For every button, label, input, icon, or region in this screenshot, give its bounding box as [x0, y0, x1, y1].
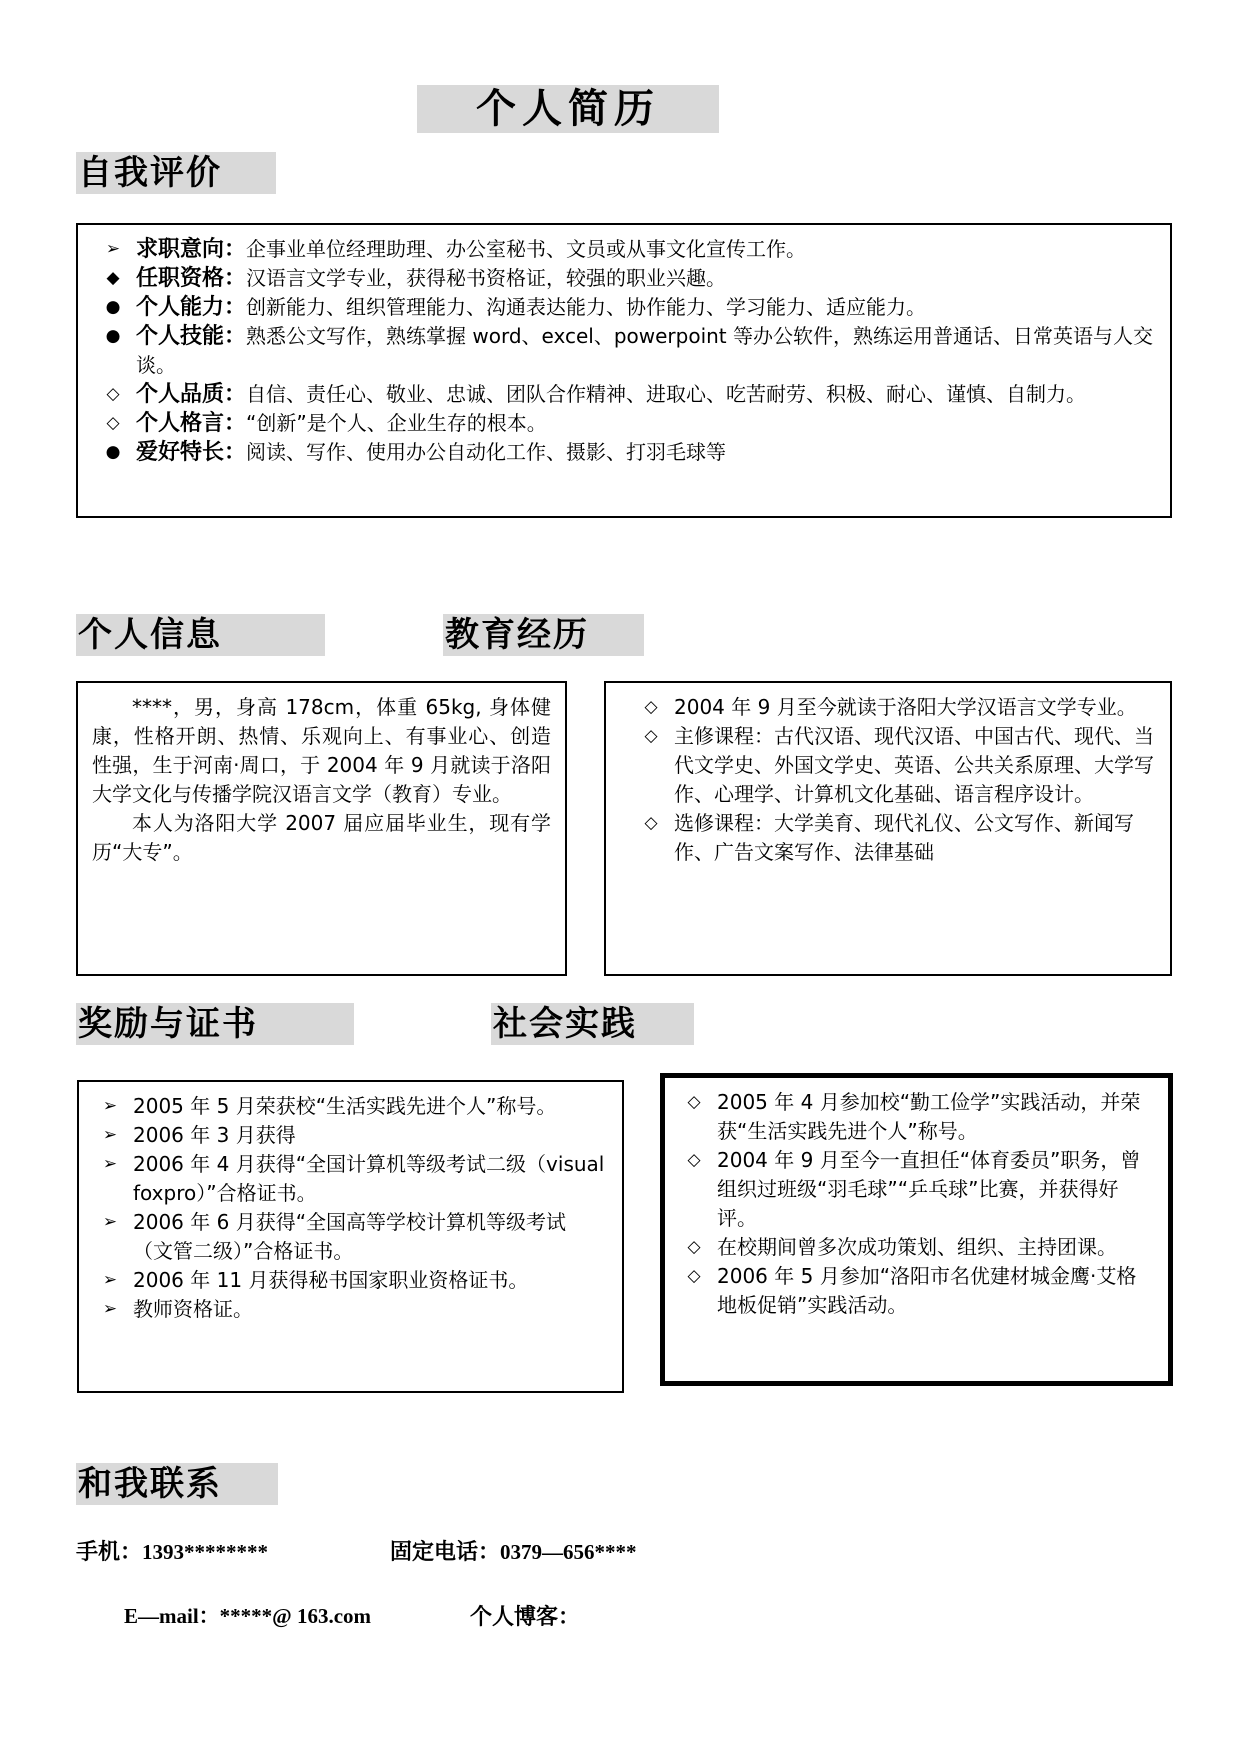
- bullet-icon: ◇: [687, 1266, 701, 1286]
- item-text: 2006 年 4 月获得“全国计算机等级考试二级（visual foxpro）”合格证书。: [133, 1152, 605, 1205]
- section-heading-awards: 奖励与证书: [76, 1003, 354, 1045]
- list-item: [636, 722, 1160, 809]
- list-item: [98, 235, 1154, 264]
- item-label: 个人品质：: [136, 382, 247, 407]
- bullet-icon: ●: [105, 442, 121, 462]
- item-text: 在校期间曾多次成功策划、组织、主持团课。: [717, 1235, 1117, 1259]
- item-text: 企事业单位经理助理、办公室秘书、文员或从事文化宣传工作。: [246, 237, 807, 261]
- phone-value: 0379—656****: [500, 1540, 637, 1564]
- item-text: 2006 年 5 月参加“洛阳市名优建材城金鹰·艾格地板促销”实践活动。: [717, 1264, 1137, 1317]
- item-text: 创新能力、组织管理能力、沟通表达能力、协作能力、学习能力、适应能力。: [246, 295, 927, 319]
- bullet-icon: ➢: [102, 1299, 118, 1319]
- bullet-icon: ◆: [106, 268, 120, 288]
- bullet-icon: ◇: [687, 1092, 701, 1112]
- bullet-icon: ➢: [102, 1125, 118, 1145]
- awards-list: [95, 1092, 606, 1324]
- item-text: 自信、责任心、敬业、忠诚、团队合作精神、进取心、吃苦耐劳、积极、耐心、谨慎、自制力。: [246, 382, 1087, 406]
- item-label: 个人格言：: [136, 411, 247, 436]
- section-heading-personal-info: 个人信息: [76, 614, 325, 656]
- item-label: 个人能力：: [136, 295, 247, 320]
- list-item: [98, 293, 1154, 322]
- list-item: [98, 264, 1154, 293]
- item-text: 2005 年 4 月参加校“勤工俭学”实践活动，并荣获“生活实践先进个人”称号。: [717, 1090, 1141, 1143]
- personal-info-paragraph: 本人为洛阳大学 2007 届应届毕业生，现有学历“大专”。: [92, 811, 551, 864]
- list-item: [98, 409, 1154, 438]
- blog-label: 个人博客：: [470, 1605, 581, 1630]
- bullet-icon: ➢: [102, 1212, 118, 1232]
- list-item: [95, 1150, 606, 1208]
- bullet-icon: ◇: [644, 697, 658, 717]
- personal-info-paragraph: ****，男，身高 178cm，体重 65kg, 身体健康，性格开朗、热情、乐观向上、有事业心、创造性强，生于河南·周口，于 2004 年 9 月就读于洛阳大学文化与传播学院汉语言文学（教育）专业。: [92, 695, 551, 806]
- item-text: 教师资格证。: [133, 1297, 253, 1321]
- list-item: [679, 1146, 1154, 1233]
- bullet-icon: ●: [105, 326, 121, 346]
- item-text: 2006 年 6 月获得“全国高等学校计算机等级考试（文管二级）”合格证书。: [133, 1210, 567, 1263]
- list-item: [95, 1208, 606, 1266]
- item-text: 汉语言文学专业，获得秘书资格证，较强的职业兴趣。: [246, 266, 727, 290]
- item-label: 个人技能：: [136, 324, 247, 349]
- item-label: 爱好特长：: [136, 440, 247, 465]
- item-text: 主修课程：古代汉语、现代汉语、中国古代、现代、当代文学史、外国文学史、英语、公共关系原理、大学写作、心理学、计算机文化基础、语言程序设计。: [674, 724, 1154, 806]
- list-item: [98, 380, 1154, 409]
- bullet-icon: ➢: [102, 1270, 118, 1290]
- email-value: *****@ 163.com: [219, 1604, 372, 1628]
- email-label: E—mail：: [124, 1604, 220, 1628]
- item-text: 2006 年 11 月获得秘书国家职业资格证书。: [133, 1268, 529, 1292]
- item-label: 求职意向：: [136, 237, 247, 262]
- section-heading-self-eval: 自我评价: [76, 152, 276, 194]
- bullet-icon: ➢: [102, 1154, 118, 1174]
- social-box: [660, 1073, 1173, 1386]
- phone-line: [390, 1535, 637, 1566]
- item-text: 2004 年 9 月至今一直担任“体育委员”职务，曾组织过班级“羽毛球”“乒乓球”比赛，并获得好评。: [717, 1148, 1141, 1230]
- item-label: 任职资格：: [136, 266, 247, 291]
- bullet-icon: ◇: [687, 1237, 701, 1257]
- bullet-icon: ◇: [106, 413, 120, 433]
- list-item: [98, 322, 1154, 380]
- bullet-icon: ◇: [644, 726, 658, 746]
- bullet-icon: ➢: [102, 1096, 118, 1116]
- item-text: “创新”是个人、企业生存的根本。: [246, 411, 547, 435]
- list-item: [679, 1262, 1154, 1320]
- personal-info-box: [76, 681, 567, 976]
- item-text: 2004 年 9 月至今就读于洛阳大学汉语言文学专业。: [674, 695, 1137, 719]
- mobile-value: 1393********: [142, 1540, 269, 1564]
- item-text: 阅读、写作、使用办公自动化工作、摄影、打羽毛球等: [246, 440, 727, 464]
- list-item: [95, 1092, 606, 1121]
- item-text: 选修课程：大学美育、现代礼仪、公文写作、新闻写作、广告文案写作、法律基础: [674, 811, 1134, 864]
- list-item: [636, 809, 1160, 867]
- section-heading-contact: 和我联系: [76, 1463, 278, 1505]
- self-eval-box: [76, 223, 1172, 518]
- awards-box: [77, 1080, 624, 1393]
- email-line: [124, 1600, 371, 1630]
- section-heading-social: 社会实践: [491, 1003, 694, 1045]
- bullet-icon: ➢: [105, 239, 121, 259]
- section-heading-education: 教育经历: [443, 614, 644, 656]
- education-box: [604, 681, 1172, 976]
- list-item: [679, 1233, 1154, 1262]
- mobile-line: [76, 1535, 268, 1566]
- item-text: 2005 年 5 月荣获校“生活实践先进个人”称号。: [133, 1094, 557, 1118]
- bullet-icon: ◇: [687, 1150, 701, 1170]
- mobile-label: 手机：: [76, 1540, 143, 1565]
- list-item: [636, 693, 1160, 722]
- resume-title: 个人简历: [417, 85, 719, 133]
- list-item: [98, 438, 1154, 467]
- education-list: [636, 693, 1160, 867]
- list-item: [95, 1295, 606, 1324]
- phone-label: 固定电话：: [390, 1540, 501, 1565]
- item-text: 2006 年 3 月获得: [133, 1123, 296, 1147]
- bullet-icon: ◇: [644, 813, 658, 833]
- list-item: [95, 1266, 606, 1295]
- self-eval-list: [98, 235, 1154, 467]
- list-item: [679, 1088, 1154, 1146]
- blog-line: [470, 1600, 580, 1631]
- list-item: [95, 1121, 606, 1150]
- bullet-icon: ●: [105, 297, 121, 317]
- item-text: 熟悉公文写作，熟练掌握 word、excel、powerpoint 等办公软件，熟练运用普通话、日常英语与人交谈。: [136, 324, 1154, 377]
- bullet-icon: ◇: [106, 384, 120, 404]
- social-list: [679, 1088, 1154, 1320]
